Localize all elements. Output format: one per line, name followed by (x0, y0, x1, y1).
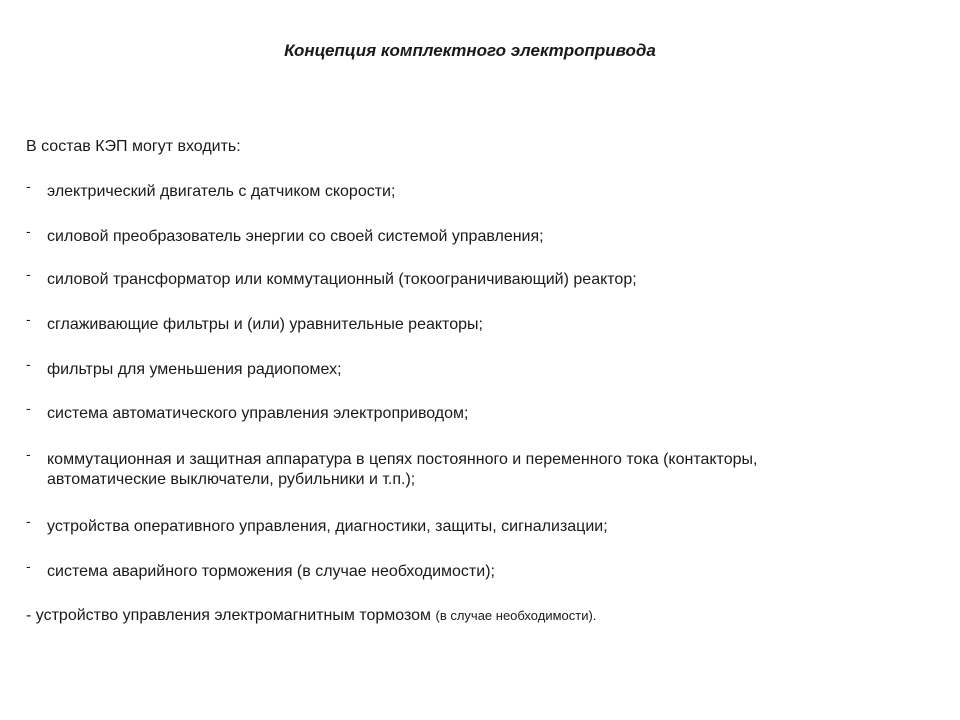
list-item (26, 513, 926, 537)
list-item-text: система аварийного торможения (в случае необходимости); (47, 563, 495, 580)
bullet-dash: - (26, 400, 31, 416)
bullet-dash: - (26, 311, 31, 327)
list-item-text-continued: автоматические выключатели, рубильники и т.п.); (47, 471, 416, 488)
list-item-text: коммутационная и защитная аппаратура в цепях постоянного и переменного тока (контакторы, (47, 451, 758, 468)
list-item-note: (в случае необходимости). (435, 608, 597, 623)
list-item (26, 178, 926, 202)
list-item-text: силовой трансформатор или коммутационный (токоограничивающий) реактор; (47, 271, 637, 288)
bullet-dash: - (26, 178, 31, 194)
list-item (26, 356, 926, 380)
list-item (26, 311, 926, 335)
list-item-text: фильтры для уменьшения радиопомех; (47, 361, 342, 378)
list-item (26, 558, 926, 582)
list-item-text: устройства оперативного управления, диагностики, защиты, сигнализации; (47, 518, 608, 535)
list-item-text: система автоматического управления электроприводом; (47, 405, 469, 422)
bullet-dash: - (26, 513, 31, 529)
intro-text: В состав КЭП могут входить: (26, 138, 241, 155)
list-item-text: - устройство управления электромагнитным тормозом (26, 607, 432, 624)
list-item-text: сглаживающие фильтры и (или) уравнительные реакторы; (47, 316, 483, 333)
list-item-last (26, 606, 596, 626)
bullet-dash: - (26, 266, 31, 282)
list-item (26, 400, 926, 424)
list-item (26, 223, 926, 247)
list-item (26, 446, 926, 490)
page-title: Концепция комплектного электропривода (284, 41, 656, 60)
bullet-dash: - (26, 356, 31, 372)
bullet-dash: - (26, 223, 31, 239)
bullet-dash: - (26, 446, 31, 462)
bullet-dash: - (26, 558, 31, 574)
list-item-text: электрический двигатель с датчиком скорости; (47, 183, 396, 200)
list-item (26, 266, 926, 290)
list-item-text: силовой преобразователь энергии со своей системой управления; (47, 228, 544, 245)
